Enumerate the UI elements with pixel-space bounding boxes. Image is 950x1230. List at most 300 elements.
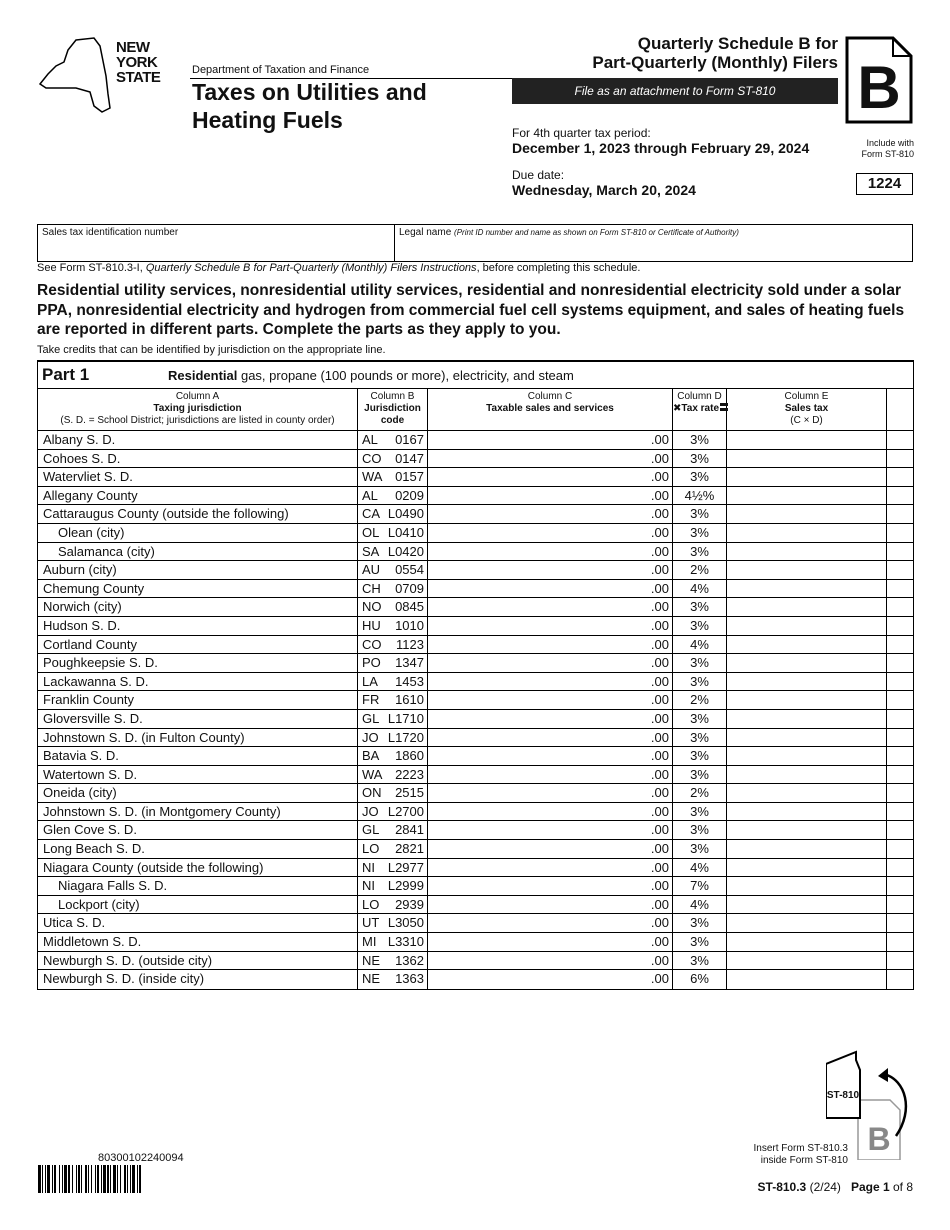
- sales-tax-input[interactable]: [727, 636, 887, 654]
- taxable-sales-input[interactable]: .00: [428, 580, 673, 598]
- sales-tax-input[interactable]: [727, 766, 887, 784]
- sales-tax-input[interactable]: [727, 747, 887, 765]
- cents-input[interactable]: [887, 561, 913, 579]
- table-row: [38, 636, 913, 655]
- sales-tax-input[interactable]: [727, 970, 887, 989]
- jurisdiction-code: [358, 598, 428, 616]
- jurisdiction-name: Cortland County: [38, 636, 358, 654]
- include-line: Form ST-810: [861, 149, 914, 159]
- col-title: code: [380, 415, 405, 426]
- icon-form-label: ST-810: [826, 1090, 860, 1101]
- tax-rate: 4%: [673, 896, 727, 914]
- jurisdiction-code: [358, 431, 428, 449]
- part-desc-bold: Residential: [168, 367, 238, 383]
- code-prefix: JO: [362, 803, 379, 819]
- taxable-sales-input[interactable]: .00: [428, 877, 673, 895]
- logo-text: YORK: [116, 54, 158, 71]
- jurisdiction-name: Albany S. D.: [38, 431, 358, 449]
- cents-input[interactable]: [887, 598, 913, 616]
- jurisdiction-code: [358, 524, 428, 542]
- jurisdiction-code: [358, 636, 428, 654]
- col-label: Column A: [175, 391, 220, 402]
- sales-tax-input[interactable]: [727, 431, 887, 449]
- tax-rate: 2%: [673, 691, 727, 709]
- sales-tax-input[interactable]: [727, 691, 887, 709]
- column-d-header: [673, 389, 730, 430]
- taxable-sales-input[interactable]: .00: [428, 561, 673, 579]
- jurisdiction-name: Hudson S. D.: [38, 617, 358, 635]
- taxable-sales-input[interactable]: .00: [428, 821, 673, 839]
- page-total: of 8: [889, 1180, 913, 1194]
- tax-rate: 3%: [673, 673, 727, 691]
- taxable-sales-input[interactable]: .00: [428, 543, 673, 561]
- period-label: For 4th quarter tax period:: [512, 126, 651, 140]
- sales-tax-input[interactable]: [727, 561, 887, 579]
- tax-rate: 3%: [673, 803, 727, 821]
- form-code: 1224: [856, 173, 913, 195]
- taxable-sales-input[interactable]: .00: [428, 970, 673, 989]
- multiply-icon: ✖: [673, 403, 682, 414]
- sales-tax-input[interactable]: [727, 450, 887, 468]
- taxable-sales-input[interactable]: .00: [428, 487, 673, 505]
- cents-input[interactable]: [887, 431, 913, 449]
- jurisdiction-name: Niagara Falls S. D.: [38, 877, 358, 895]
- code-number: 1123: [396, 636, 424, 652]
- jurisdiction-name: Watertown S. D.: [38, 766, 358, 784]
- taxable-sales-input[interactable]: .00: [428, 505, 673, 523]
- code-prefix: SA: [362, 543, 380, 559]
- taxable-sales-input[interactable]: .00: [428, 766, 673, 784]
- jurisdiction-name: Franklin County: [38, 691, 358, 709]
- tax-rate: 3%: [673, 450, 727, 468]
- tax-rate: 6%: [673, 970, 727, 989]
- code-number: L3050: [387, 915, 424, 931]
- code-number: 0209: [395, 487, 424, 503]
- sales-tax-input[interactable]: [727, 952, 887, 970]
- tax-rate: 3%: [673, 617, 727, 635]
- cents-input[interactable]: [887, 729, 913, 747]
- taxable-sales-input[interactable]: .00: [428, 896, 673, 914]
- code-number: 0554: [395, 562, 424, 578]
- jurisdiction-name: Newburgh S. D. (outside city): [38, 952, 358, 970]
- code-number: L1710: [387, 710, 424, 726]
- col-label: Column C: [527, 391, 573, 402]
- code-number: 2939: [395, 896, 424, 912]
- table-row: [38, 896, 913, 915]
- cents-input[interactable]: [887, 580, 913, 598]
- code-number: 0167: [395, 432, 424, 447]
- tax-rate: 2%: [673, 784, 727, 802]
- tax-rate: 3%: [673, 766, 727, 784]
- cents-input[interactable]: [887, 505, 913, 523]
- table-row: [38, 784, 913, 803]
- table-row: [38, 524, 913, 543]
- col-note: (S. D. = School District; jurisdictions are listed in county order): [60, 415, 335, 426]
- taxable-sales-input[interactable]: .00: [428, 598, 673, 616]
- logo-text: STATE: [116, 69, 161, 86]
- code-prefix: NE: [362, 971, 381, 987]
- col-title: Sales tax: [784, 403, 829, 414]
- cents-input[interactable]: [887, 877, 913, 895]
- taxable-sales-input[interactable]: .00: [428, 450, 673, 468]
- column-f-header: [887, 389, 913, 430]
- sales-tax-input[interactable]: [727, 487, 887, 505]
- taxable-sales-input[interactable]: .00: [428, 710, 673, 728]
- tax-rate: 3%: [673, 654, 727, 672]
- table-body: [38, 431, 913, 989]
- sales-tax-input[interactable]: [727, 840, 887, 858]
- tax-rate: 3%: [673, 431, 727, 449]
- cents-input[interactable]: [887, 543, 913, 561]
- jurisdiction-code: [358, 710, 428, 728]
- code-number: 1362: [395, 952, 424, 968]
- nys-logo: [36, 36, 162, 116]
- table-row: [38, 450, 913, 469]
- column-a-header: [38, 389, 358, 430]
- column-headers: [38, 389, 913, 431]
- code-number: L0420: [387, 543, 424, 559]
- due-label: Due date:: [512, 168, 565, 182]
- tax-rate: 4½%: [673, 487, 727, 505]
- jurisdiction-code: [358, 617, 428, 635]
- title-line: Taxes on Utilities and: [192, 79, 427, 105]
- sales-tax-input[interactable]: [727, 617, 887, 635]
- code-prefix: HU: [362, 617, 381, 633]
- code-number: L2977: [387, 859, 424, 875]
- credits-note: Take credits that can be identified by jurisdiction on the appropriate line.: [37, 344, 386, 356]
- jurisdiction-code: [358, 747, 428, 765]
- jurisdiction-code: [358, 896, 428, 914]
- icon-letter: B: [867, 1121, 891, 1157]
- jurisdiction-name: Middletown S. D.: [38, 933, 358, 951]
- taxable-sales-input[interactable]: .00: [428, 691, 673, 709]
- jurisdiction-code: [358, 766, 428, 784]
- code-number: 1610: [395, 692, 424, 708]
- cents-input[interactable]: [887, 821, 913, 839]
- insert-line: Insert Form ST-810.3: [753, 1143, 848, 1154]
- jurisdiction-code: [358, 505, 428, 523]
- jurisdiction-name: Long Beach S. D.: [38, 840, 358, 858]
- code-number: 1347: [395, 655, 424, 671]
- jurisdiction-name: Chemung County: [38, 580, 358, 598]
- cents-input[interactable]: [887, 914, 913, 932]
- code-prefix: NE: [362, 952, 381, 968]
- jurisdiction-code: [358, 877, 428, 895]
- sales-tax-input[interactable]: [727, 821, 887, 839]
- schedule-line: Quarterly Schedule B for: [637, 34, 838, 53]
- sales-tax-input[interactable]: [727, 933, 887, 951]
- taxable-sales-input[interactable]: .00: [428, 654, 673, 672]
- cents-input[interactable]: [887, 673, 913, 691]
- code-prefix: CO: [362, 636, 382, 652]
- code-prefix: LA: [362, 673, 378, 689]
- jurisdiction-code: [358, 970, 428, 989]
- code-prefix: GL: [362, 710, 380, 726]
- cents-input[interactable]: [887, 710, 913, 728]
- code-prefix: GL: [362, 822, 380, 838]
- sales-tax-input[interactable]: [727, 803, 887, 821]
- code-prefix: FR: [362, 692, 380, 708]
- tax-rate: 3%: [673, 543, 727, 561]
- cents-input[interactable]: [887, 617, 913, 635]
- equals-icon: 〓: [719, 403, 730, 414]
- sales-tax-id-field[interactable]: [38, 225, 395, 261]
- table-row: [38, 654, 913, 673]
- insert-note: [740, 1143, 848, 1167]
- tax-rate: 3%: [673, 952, 727, 970]
- cents-input[interactable]: [887, 450, 913, 468]
- tax-rate: 4%: [673, 580, 727, 598]
- tax-rate: 4%: [673, 859, 727, 877]
- taxable-sales-input[interactable]: .00: [428, 617, 673, 635]
- tax-rate: 3%: [673, 840, 727, 858]
- sales-tax-input[interactable]: [727, 784, 887, 802]
- schedule-line: Part-Quarterly (Monthly) Filers: [592, 53, 838, 72]
- part1-table: [37, 360, 914, 990]
- table-row: [38, 766, 913, 785]
- tax-rate: 3%: [673, 729, 727, 747]
- jurisdiction-code: [358, 487, 428, 505]
- table-row: [38, 487, 913, 506]
- form-footer: [720, 1180, 913, 1194]
- sales-tax-input[interactable]: [727, 505, 887, 523]
- code-prefix: CH: [362, 580, 381, 596]
- jurisdiction-code: [358, 914, 428, 932]
- jurisdiction-code: [358, 580, 428, 598]
- column-e-header: [727, 389, 887, 430]
- include-line: Include with: [866, 138, 914, 148]
- cents-input[interactable]: [887, 766, 913, 784]
- sales-tax-input[interactable]: [727, 654, 887, 672]
- see-text: See Form ST-810.3-I,: [37, 262, 146, 274]
- sales-tax-input[interactable]: [727, 468, 887, 486]
- tax-rate: 3%: [673, 747, 727, 765]
- tax-rate: 3%: [673, 505, 727, 523]
- tax-rate: 3%: [673, 821, 727, 839]
- code-prefix: NI: [362, 859, 375, 875]
- jurisdiction-code: [358, 952, 428, 970]
- insert-line: inside Form ST-810: [760, 1155, 848, 1166]
- schedule-letter: B: [857, 54, 901, 121]
- tax-rate: 2%: [673, 561, 727, 579]
- jurisdiction-name: Olean (city): [38, 524, 358, 542]
- taxable-sales-input[interactable]: .00: [428, 747, 673, 765]
- code-prefix: WA: [362, 766, 383, 782]
- cents-input[interactable]: [887, 524, 913, 542]
- code-number: 0157: [395, 469, 424, 485]
- see-text: , before completing this schedule.: [476, 262, 641, 274]
- jurisdiction-code: [358, 468, 428, 486]
- taxable-sales-input[interactable]: .00: [428, 468, 673, 486]
- schedule-title: [512, 34, 838, 72]
- col-label: Column B: [370, 391, 415, 402]
- code-prefix: BA: [362, 748, 380, 764]
- new-york-state-map-icon: [36, 36, 116, 116]
- jurisdiction-name: Cattaraugus County (outside the following): [38, 505, 358, 523]
- sales-tax-input[interactable]: [727, 543, 887, 561]
- column-b-header: [358, 389, 428, 430]
- tax-rate: 7%: [673, 877, 727, 895]
- jurisdiction-code: [358, 654, 428, 672]
- jurisdiction-name: Allegany County: [38, 487, 358, 505]
- code-prefix: LO: [362, 841, 380, 857]
- sales-tax-input[interactable]: [727, 710, 887, 728]
- code-prefix: AU: [362, 562, 381, 578]
- cents-input[interactable]: [887, 840, 913, 858]
- table-row: [38, 914, 913, 933]
- col-note: (C × D): [790, 415, 823, 426]
- code-prefix: AL: [362, 487, 378, 503]
- taxable-sales-input[interactable]: .00: [428, 859, 673, 877]
- sales-tax-input[interactable]: [727, 673, 887, 691]
- jurisdiction-name: Newburgh S. D. (inside city): [38, 970, 358, 989]
- table-row: [38, 803, 913, 822]
- taxable-sales-input[interactable]: .00: [428, 524, 673, 542]
- legal-name-label: Legal name: [399, 227, 452, 238]
- title-line: Heating Fuels: [192, 107, 343, 133]
- jurisdiction-name: Glen Cove S. D.: [38, 821, 358, 839]
- code-prefix: AL: [362, 432, 378, 447]
- table-row: [38, 729, 913, 748]
- code-number: L2999: [387, 878, 424, 894]
- jurisdiction-name: Watervliet S. D.: [38, 468, 358, 486]
- taxable-sales-input[interactable]: .00: [428, 673, 673, 691]
- cents-input[interactable]: [887, 933, 913, 951]
- cents-input[interactable]: [887, 784, 913, 802]
- cents-input[interactable]: [887, 859, 913, 877]
- jurisdiction-name: Johnstown S. D. (in Montgomery County): [38, 803, 358, 821]
- cents-input[interactable]: [887, 691, 913, 709]
- cents-input[interactable]: [887, 654, 913, 672]
- col-title: Jurisdiction: [364, 403, 421, 414]
- sales-tax-input[interactable]: [727, 914, 887, 932]
- taxable-sales-input[interactable]: .00: [428, 840, 673, 858]
- jurisdiction-code: [358, 821, 428, 839]
- part-label: Part 1: [42, 365, 90, 384]
- jurisdiction-name: Lockport (city): [38, 896, 358, 914]
- part-desc: gas, propane (100 pounds or more), electricity, and steam: [237, 367, 574, 383]
- cents-input[interactable]: [887, 468, 913, 486]
- taxable-sales-input[interactable]: .00: [428, 803, 673, 821]
- col-label: Column E: [784, 391, 829, 402]
- taxable-sales-input[interactable]: .00: [428, 784, 673, 802]
- table-row: [38, 952, 913, 971]
- code-number: 1363: [395, 971, 424, 987]
- barcode-bar: [141, 1165, 144, 1193]
- code-prefix: PO: [362, 655, 381, 671]
- table-row: [38, 617, 913, 636]
- table-row: [38, 580, 913, 599]
- jurisdiction-code: [358, 729, 428, 747]
- table-row: [38, 747, 913, 766]
- code-prefix: CO: [362, 450, 382, 466]
- see-instructions: [37, 262, 640, 274]
- code-prefix: WA: [362, 469, 383, 485]
- sales-tax-input[interactable]: [727, 524, 887, 542]
- taxable-sales-input[interactable]: .00: [428, 914, 673, 932]
- code-number: 2821: [395, 841, 424, 857]
- page-number: 1: [882, 1180, 890, 1194]
- jurisdiction-code: [358, 859, 428, 877]
- jurisdiction-name: Utica S. D.: [38, 914, 358, 932]
- table-row: [38, 691, 913, 710]
- table-row: [38, 877, 913, 896]
- sales-tax-input[interactable]: [727, 598, 887, 616]
- cents-input[interactable]: [887, 896, 913, 914]
- col-title: Taxable sales and services: [486, 403, 614, 414]
- sales-tax-input[interactable]: [727, 729, 887, 747]
- jurisdiction-code: [358, 840, 428, 858]
- department-name: Department of Taxation and Finance: [192, 64, 370, 76]
- sales-tax-input[interactable]: [727, 896, 887, 914]
- table-row: [38, 840, 913, 859]
- legal-name-note: (Print ID number and name as shown on Form ST-810 or Certificate of Authority): [454, 228, 739, 237]
- tax-rate: 3%: [673, 468, 727, 486]
- jurisdiction-name: Johnstown S. D. (in Fulton County): [38, 729, 358, 747]
- legal-name-field[interactable]: [395, 225, 743, 261]
- page-label: Page: [850, 1180, 883, 1194]
- cents-input[interactable]: [887, 952, 913, 970]
- col-label: Column D: [677, 391, 722, 402]
- cents-input[interactable]: [887, 487, 913, 505]
- part-description: [168, 368, 574, 383]
- table-row: [38, 710, 913, 729]
- code-number: 1010: [395, 617, 424, 633]
- main-instructions: Residential utility services, nonresidential utility services, residential and nonresidential electricity sold under a solar PPA, nonresidential electricity and hydrogen from commercial fuel cell systems equipment, and sales of heating fuels are reported in different parts. Complete the parts as they apply to you.: [37, 282, 905, 338]
- taxable-sales-input[interactable]: .00: [428, 431, 673, 449]
- code-prefix: CA: [362, 506, 381, 522]
- table-row: [38, 561, 913, 580]
- cents-input[interactable]: [887, 636, 913, 654]
- sales-tax-input[interactable]: [727, 859, 887, 877]
- code-prefix: NO: [362, 599, 382, 615]
- table-row: [38, 598, 913, 617]
- cents-input[interactable]: [887, 803, 913, 821]
- barcode-number: 80300102240094: [98, 1152, 184, 1164]
- column-c-header: [428, 389, 673, 430]
- attachment-note: File as an attachment to Form ST-810: [512, 78, 838, 104]
- instructions-title: Quarterly Schedule B for Part-Quarterly (Monthly) Filers Instructions: [145, 262, 477, 274]
- code-number: 1860: [395, 748, 424, 764]
- taxable-sales-input[interactable]: .00: [428, 729, 673, 747]
- taxable-sales-input[interactable]: .00: [428, 636, 673, 654]
- tax-rate: 3%: [673, 598, 727, 616]
- form-revision: (2/24): [806, 1180, 841, 1194]
- code-prefix: LO: [362, 896, 380, 912]
- jurisdiction-name: Oneida (city): [38, 784, 358, 802]
- code-number: L3310: [387, 934, 424, 950]
- taxable-sales-input[interactable]: .00: [428, 952, 673, 970]
- table-row: [38, 821, 913, 840]
- jurisdiction-name: Batavia S. D.: [38, 747, 358, 765]
- taxable-sales-input[interactable]: .00: [428, 933, 673, 951]
- part1-header: [38, 362, 913, 389]
- code-prefix: OL: [362, 524, 380, 540]
- include-note: [848, 138, 914, 160]
- sales-tax-input[interactable]: [727, 877, 887, 895]
- form-id: ST-810.3: [757, 1180, 807, 1194]
- table-row: [38, 673, 913, 692]
- cents-input[interactable]: [887, 970, 913, 989]
- tax-rate: 4%: [673, 636, 727, 654]
- code-prefix: JO: [362, 729, 379, 745]
- due-date: Wednesday, March 20, 2024: [512, 182, 696, 198]
- cents-input[interactable]: [887, 747, 913, 765]
- schedule-b-icon: [845, 36, 913, 124]
- code-number: L0410: [387, 524, 424, 540]
- jurisdiction-code: [358, 673, 428, 691]
- sales-tax-input[interactable]: [727, 580, 887, 598]
